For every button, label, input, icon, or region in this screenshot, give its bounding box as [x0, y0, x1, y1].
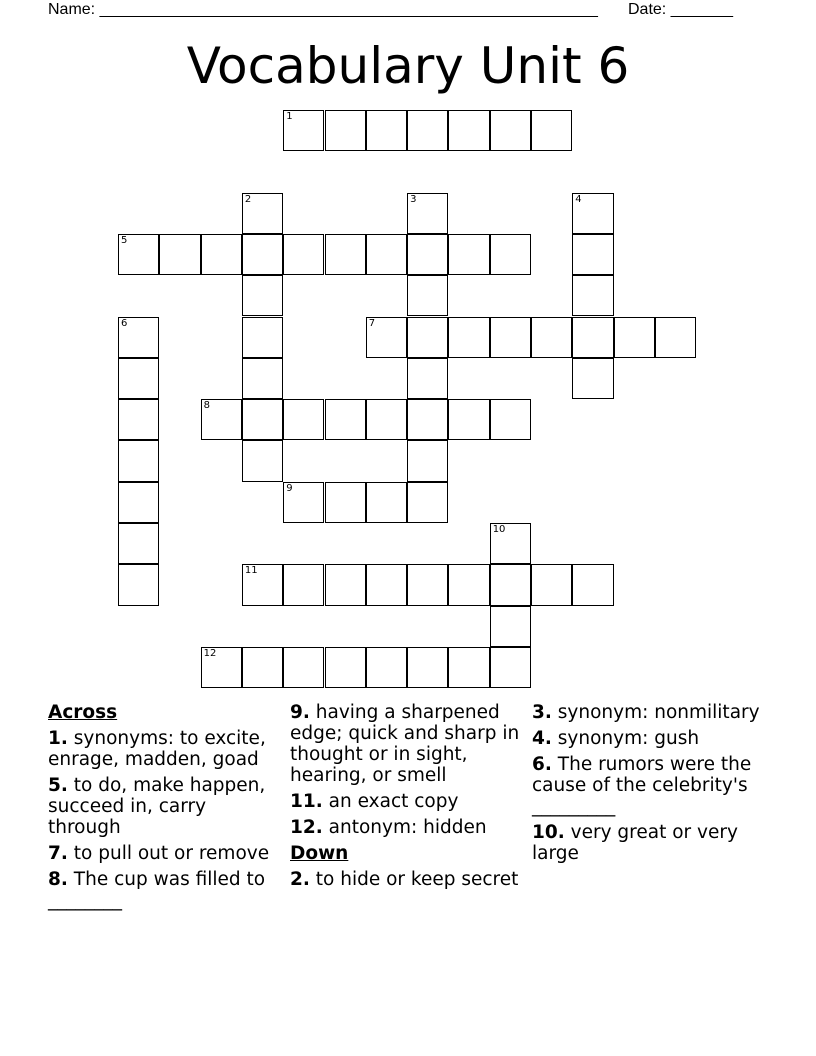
grid-cell[interactable]: [407, 440, 448, 481]
grid-cell[interactable]: [407, 647, 448, 688]
grid-cell[interactable]: [614, 317, 655, 358]
grid-cell[interactable]: [407, 482, 448, 523]
grid-cell[interactable]: [531, 317, 572, 358]
grid-cell[interactable]: [325, 110, 366, 151]
clue-number-label: 4.: [532, 728, 552, 749]
grid-cell[interactable]: [118, 399, 159, 440]
clue-item: [48, 869, 280, 911]
page-title: Vocabulary Unit 6: [186, 37, 630, 95]
clue-item: [48, 775, 280, 838]
grid-cell[interactable]: [366, 564, 407, 605]
grid-cell[interactable]: [407, 317, 448, 358]
clue-number-label: 12.: [290, 817, 323, 838]
clue-item: [290, 791, 526, 812]
clue-number-label: 5.: [48, 775, 68, 796]
clue-item: [532, 754, 768, 817]
grid-cell[interactable]: [572, 193, 613, 234]
grid-cell[interactable]: [490, 647, 531, 688]
grid-cell[interactable]: [283, 647, 324, 688]
grid-cell[interactable]: [325, 234, 366, 275]
clue-number-label: 2.: [290, 869, 310, 890]
clue-text: antonym: hidden: [322, 817, 487, 838]
grid-cell[interactable]: [242, 399, 283, 440]
clue-number-label: 7.: [48, 843, 68, 864]
grid-cell[interactable]: [366, 234, 407, 275]
clue-item: [532, 728, 768, 749]
clues-column-2: [290, 702, 526, 895]
grid-cell[interactable]: [118, 564, 159, 605]
clue-item: [532, 822, 768, 864]
grid-cell[interactable]: [490, 564, 531, 605]
clue-number: 9: [286, 482, 293, 494]
clue-number-label: 6.: [532, 754, 552, 775]
grid-cell[interactable]: [572, 317, 613, 358]
clue-number-label: 9.: [290, 702, 310, 723]
clue-item: [290, 869, 526, 890]
grid-cell[interactable]: [490, 234, 531, 275]
clue-text: synonyms: to excite, enrage, madden, goad: [48, 728, 266, 770]
grid-cell[interactable]: [407, 110, 448, 151]
grid-cell[interactable]: [407, 234, 448, 275]
grid-cell[interactable]: [366, 317, 407, 358]
grid-cell[interactable]: [242, 234, 283, 275]
clue-number: 11: [244, 565, 258, 577]
clue-text: synonym: nonmilitary: [551, 702, 760, 723]
clue-number-label: 8.: [48, 869, 68, 890]
clue-number: 5: [121, 234, 128, 246]
clue-item: [290, 702, 526, 786]
grid-cell[interactable]: [242, 275, 283, 316]
grid-cell[interactable]: [490, 317, 531, 358]
grid-cell[interactable]: [118, 234, 159, 275]
grid-cell[interactable]: [366, 482, 407, 523]
clue-text: synonym: gush: [551, 728, 700, 749]
clue-number: 7: [368, 317, 376, 329]
grid-cell[interactable]: [242, 358, 283, 399]
grid-cell[interactable]: [572, 358, 613, 399]
grid-cell[interactable]: [490, 606, 531, 647]
name-field-label: Name: ________________________________________________________: [48, 1, 598, 18]
clue-number: 10: [492, 524, 506, 535]
clue-item: [48, 728, 280, 770]
grid-cell[interactable]: [325, 564, 366, 605]
grid-cell[interactable]: [159, 234, 200, 275]
grid-cell[interactable]: [118, 317, 159, 358]
clue-item: [290, 817, 526, 838]
grid-cell[interactable]: [283, 234, 324, 275]
grid-cell[interactable]: [407, 275, 448, 316]
clue-number: 6: [121, 317, 128, 329]
grid-cell[interactable]: [242, 317, 283, 358]
grid-cell[interactable]: [531, 564, 572, 605]
clue-number-label: 11.: [290, 791, 323, 812]
clue-item: [532, 702, 768, 723]
grid-cell[interactable]: [325, 482, 366, 523]
grid-cell[interactable]: [283, 482, 324, 523]
grid-cell[interactable]: [201, 647, 242, 688]
clue-number: 8: [203, 400, 210, 412]
grid-cell[interactable]: [448, 234, 489, 275]
grid-cell[interactable]: [118, 440, 159, 481]
clues-column-3: [532, 702, 768, 869]
grid-cell[interactable]: [490, 110, 531, 151]
clue-text: The cup was filled to ________: [48, 869, 266, 911]
date-field-label: Date: _______: [628, 1, 733, 18]
grid-cell[interactable]: [407, 564, 448, 605]
clue-text: having a sharpened edge; quick and sharp in thought or in sight, hearing, or smell: [290, 702, 520, 786]
grid-cell[interactable]: [531, 110, 572, 151]
grid-cell[interactable]: [448, 564, 489, 605]
grid-cell[interactable]: [572, 234, 613, 275]
grid-cell[interactable]: [366, 399, 407, 440]
clue-text: an exact copy: [322, 791, 459, 812]
clue-item: [48, 843, 280, 864]
clue-number-label: 10.: [532, 822, 565, 843]
clue-text: to do, make happen, succeed in, carry through: [48, 775, 266, 838]
grid-cell[interactable]: [325, 399, 366, 440]
grid-cell[interactable]: [366, 110, 407, 151]
grid-cell[interactable]: [118, 358, 159, 399]
grid-cell[interactable]: [572, 275, 613, 316]
grid-cell[interactable]: [242, 647, 283, 688]
header: [48, 0, 748, 20]
clue-number: 4: [575, 193, 582, 205]
across-heading: Across: [48, 702, 118, 723]
grid-cell[interactable]: [490, 399, 531, 440]
clue-number-label: 3.: [532, 702, 552, 723]
clue-number-label: 1.: [48, 728, 68, 749]
clue-text: to hide or keep secret: [309, 869, 519, 890]
grid-cell[interactable]: [201, 234, 242, 275]
grid-cell[interactable]: [325, 647, 366, 688]
clue-number: 2: [244, 193, 252, 205]
grid-cell[interactable]: [407, 193, 448, 234]
grid-cell[interactable]: [448, 317, 489, 358]
clue-number: 1: [286, 111, 293, 122]
clue-number: 3: [410, 193, 417, 205]
grid-cell[interactable]: [490, 523, 531, 564]
grid-cell[interactable]: [242, 564, 283, 605]
grid-cell[interactable]: [283, 399, 324, 440]
grid-cell[interactable]: [448, 110, 489, 151]
clue-text: to pull out or remove: [67, 843, 270, 864]
grid-cell[interactable]: [201, 399, 242, 440]
grid-cell[interactable]: [242, 440, 283, 481]
grid-cell[interactable]: [448, 647, 489, 688]
grid-cell[interactable]: [366, 647, 407, 688]
grid-cell[interactable]: [118, 482, 159, 523]
grid-cell[interactable]: [283, 110, 324, 151]
grid-cell[interactable]: [118, 523, 159, 564]
grid-cell[interactable]: [407, 358, 448, 399]
clue-number: 12: [203, 647, 217, 659]
clue-text: The rumors were the cause of the celebrity's _________: [532, 754, 752, 817]
clue-text: very great or very large: [532, 822, 738, 864]
grid-cell[interactable]: [655, 317, 696, 358]
clues-column-1: [48, 702, 280, 916]
grid-cell[interactable]: [407, 399, 448, 440]
down-heading: Down: [290, 843, 349, 864]
grid-cell[interactable]: [448, 399, 489, 440]
grid-cell[interactable]: [283, 564, 324, 605]
grid-cell[interactable]: [242, 193, 283, 234]
grid-cell[interactable]: [572, 564, 613, 605]
